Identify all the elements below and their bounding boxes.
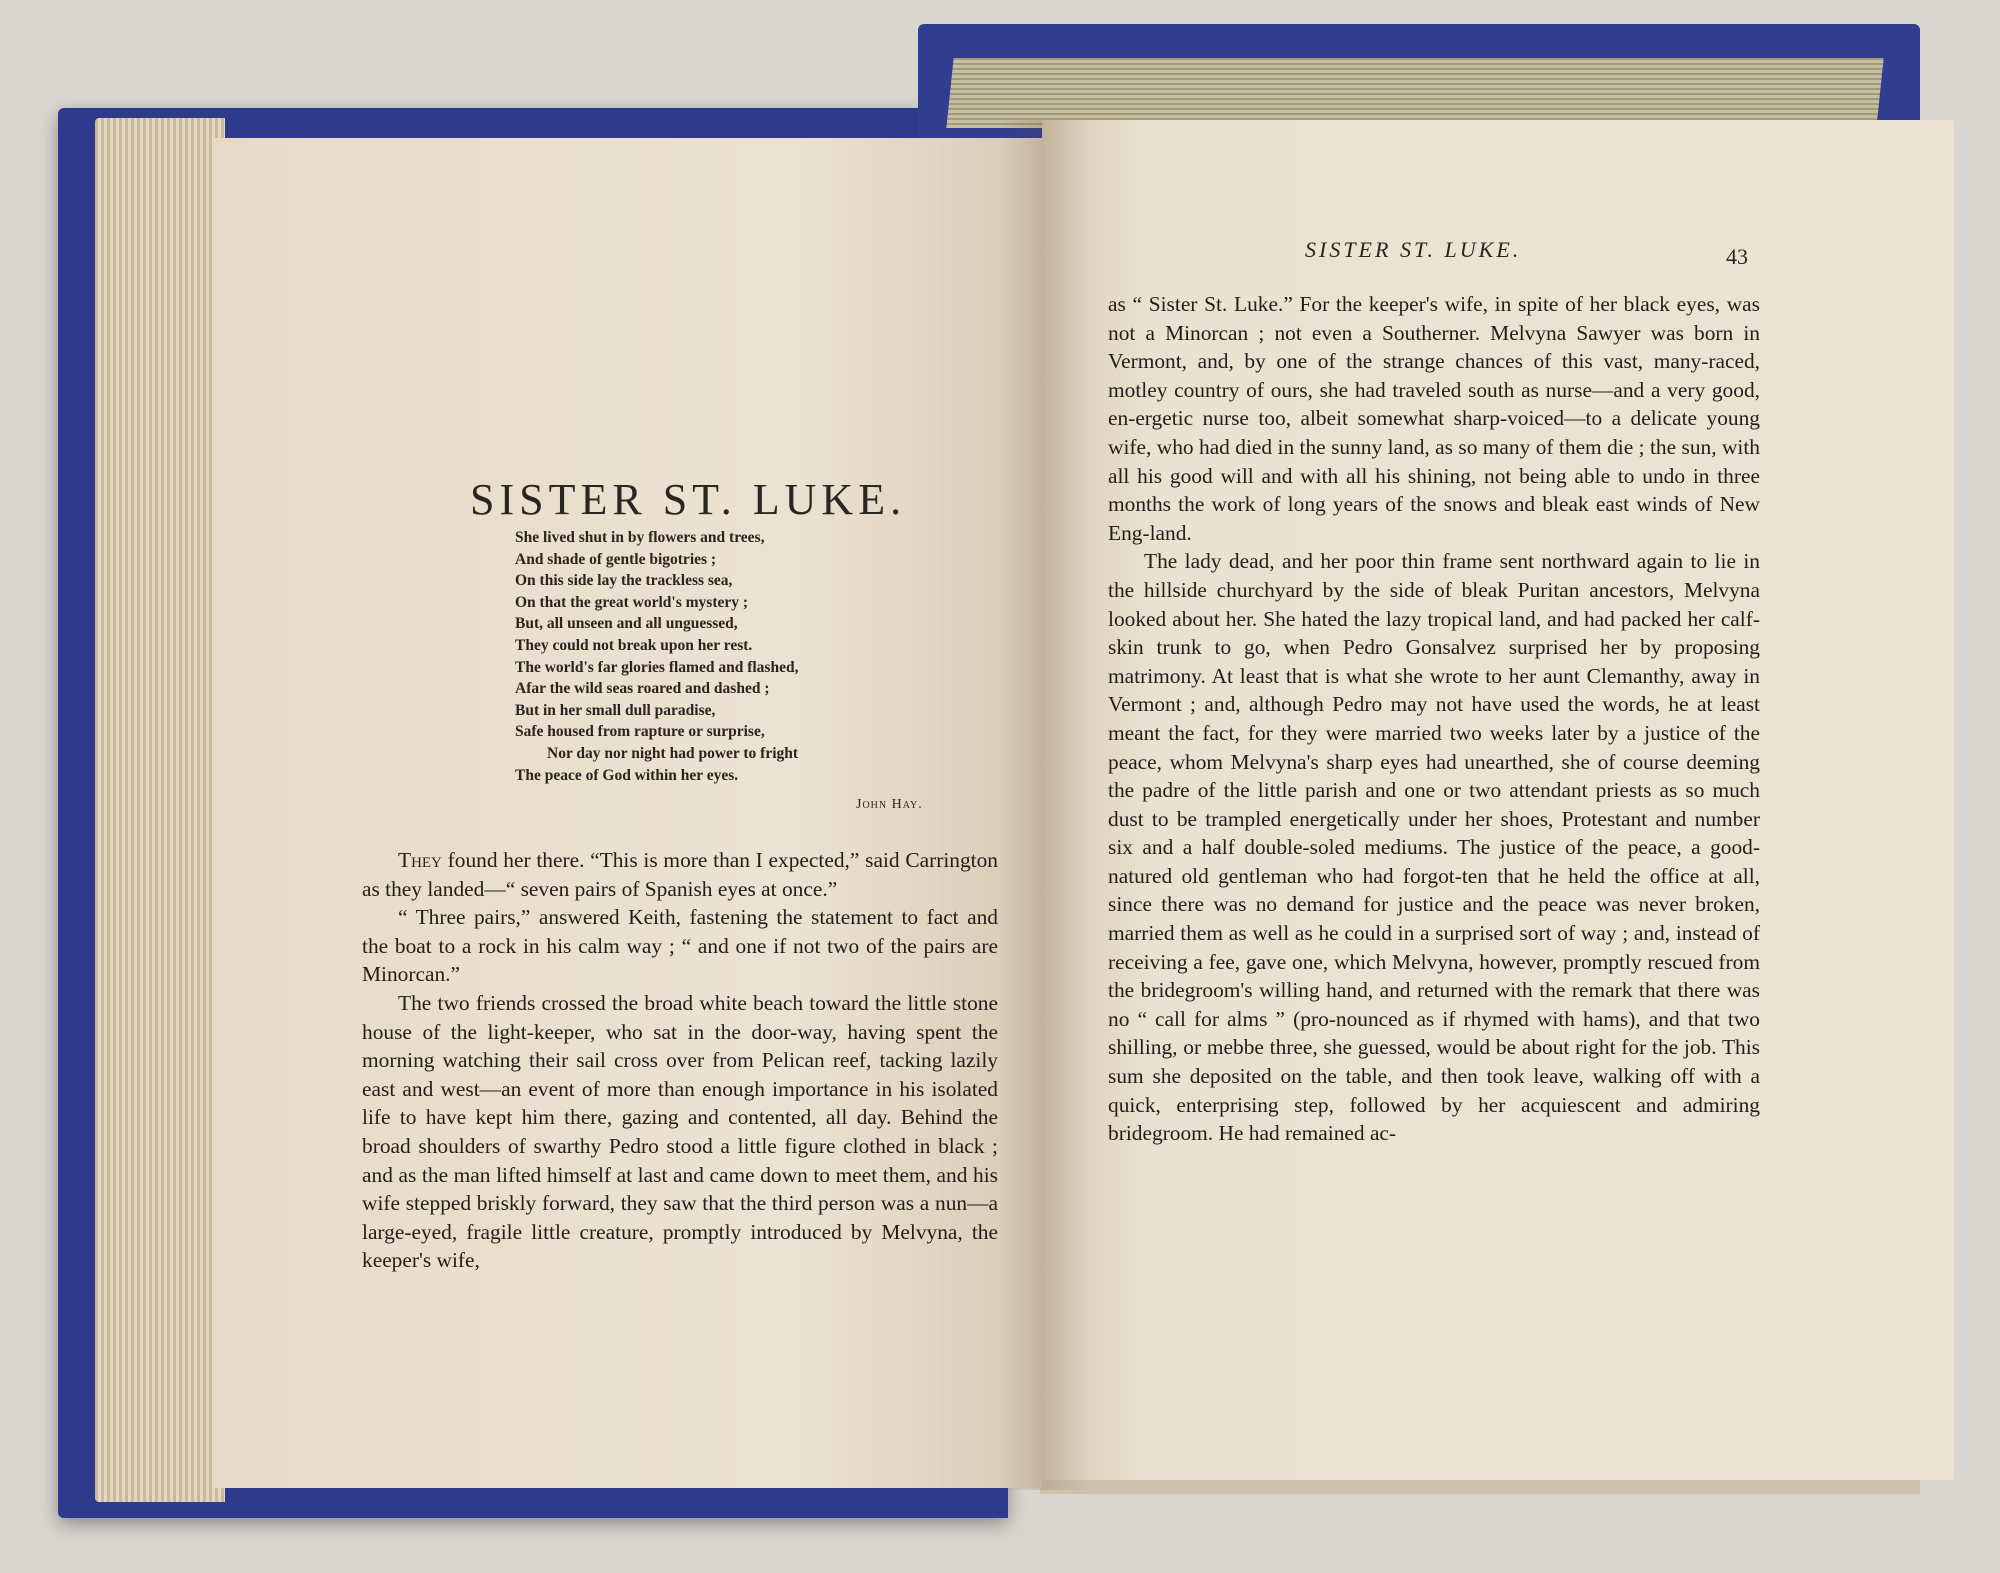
poem-line: On that the great world's mystery ; [515,593,749,611]
poem-line: They could not break upon her rest. [515,636,753,654]
poem-line: And shade of gentle bigotries ; [515,550,717,568]
running-head: SISTER ST. LUKE. [1305,237,1522,262]
right-body-text [1108,290,1760,1148]
epigraph-poem [515,527,935,786]
poem-line: The peace of God within her eyes. [515,766,739,784]
left-page [212,138,1042,1488]
left-body-text [362,846,998,1275]
paragraph: The lady dead, and her poor thin frame sent northward again to lie in the hillside churchyard by the side of bleak Puritan ancestors, Melvyna looked about her. She hated the lazy tropical land, and had packed her calf-skin trunk to go, when Pedro Gonsalvez surprised her by proposing matrimony. At least that is what she wrote to her aunt Clemanthy, away in Vermont ; and, although Pedro may not have used the words, he at least meant the fact, for they were married two weeks later by a justice of the peace, whom Melvyna's sharp eyes had unearthed, she of course deeming the padre of the little parish and one or two attendant priests as so much dust to be trampled energetically under her shoes, Protestant and number six and a half double-soled mediums. The justice of the peace, a good-natured old gentleman who had forgot-ten that he held the office at all, since there was no demand for justice and the peace was never broken, married them as well as he could in a surprised sort of way ; and, instead of receiving a fee, gave one, which Melvyna, however, promptly rescued from the bridegroom's willing hand, and returned with the remark that there was no “ call for alms ” (pro-nounced as if rhymed with hams), and that two shilling, or mebbe three, she guessed, would be about right for the job. This sum she deposited on the table, and then took leave, walking off with a quick, enterprising step, followed by her acquiescent and admiring bridegroom. He had remained ac- [1108,549,1760,1146]
epigraph-attribution: John Hay. [856,797,923,812]
paragraph-lead-word: They [398,848,442,872]
paragraph: The two friends crossed the broad white beach toward the little stone house of the light-keeper, who sat in the door-way, having spent the morning watching their sail cross over from Pelican reef, tacking lazily east and west—an event of more than enough importance in his isolated life to have kept him there, gazing and contented, all day. Behind the broad shoulders of swarthy Pedro stood a little figure clothed in black ; and as the man lifted himself at last and came down to meet them, and his wife stepped briskly forward, they saw that the third person was a nun—a large-eyed, fragile little creature, promptly introduced by Melvyna, the keeper's wife, [362,990,998,1273]
poem-line: She lived shut in by flowers and trees, [515,529,765,546]
paragraph [362,846,998,903]
paragraph: as “ Sister St. Luke.” For the keeper's wife, in spite of her black eyes, was not a Minorcan ; not even a Southerner. Melvyna Sawyer was born in Vermont, and, by one of the strange chances of this vast, many-raced, motley country of ours, she had traveled south as nurse—and a very good, en-ergetic nurse too, albeit somewhat sharp-voiced—to a delicate young wife, who had died in the sunny land, as so many of them die ; the sun, with all his good will and with all his shining, not being able to undo in three months the work of long years of the snows and bleak east winds of New Eng-land. [1108,292,1760,545]
page-number: 43 [1726,244,1748,269]
poem-line: The world's far glories flamed and flashed, [515,658,799,676]
poem-line: On this side lay the trackless sea, [515,572,733,590]
paragraph-text: found her there. “This is more than I expected,” said Carrington as they landed—“ seven pairs of Spanish eyes at once.” [362,848,998,901]
poem-line: Afar the wild seas roared and dashed ; [515,680,770,698]
paragraph: “ Three pairs,” answered Keith, fastening the statement to fact and the boat to a rock in his calm way ; “ and one if not two of the pairs are Minorcan.” [362,905,998,987]
chapter-title: SISTER ST. LUKE. [470,475,907,525]
poem-line: Nor day nor night had power to fright [547,744,799,762]
page-edges-top [946,58,1883,128]
page-stack-left [95,118,225,1502]
poem-line: But in her small dull paradise, [515,701,716,719]
poem-line: But, all unseen and all unguessed, [515,615,738,633]
poem-line: Safe housed from rapture or surprise, [515,723,765,741]
